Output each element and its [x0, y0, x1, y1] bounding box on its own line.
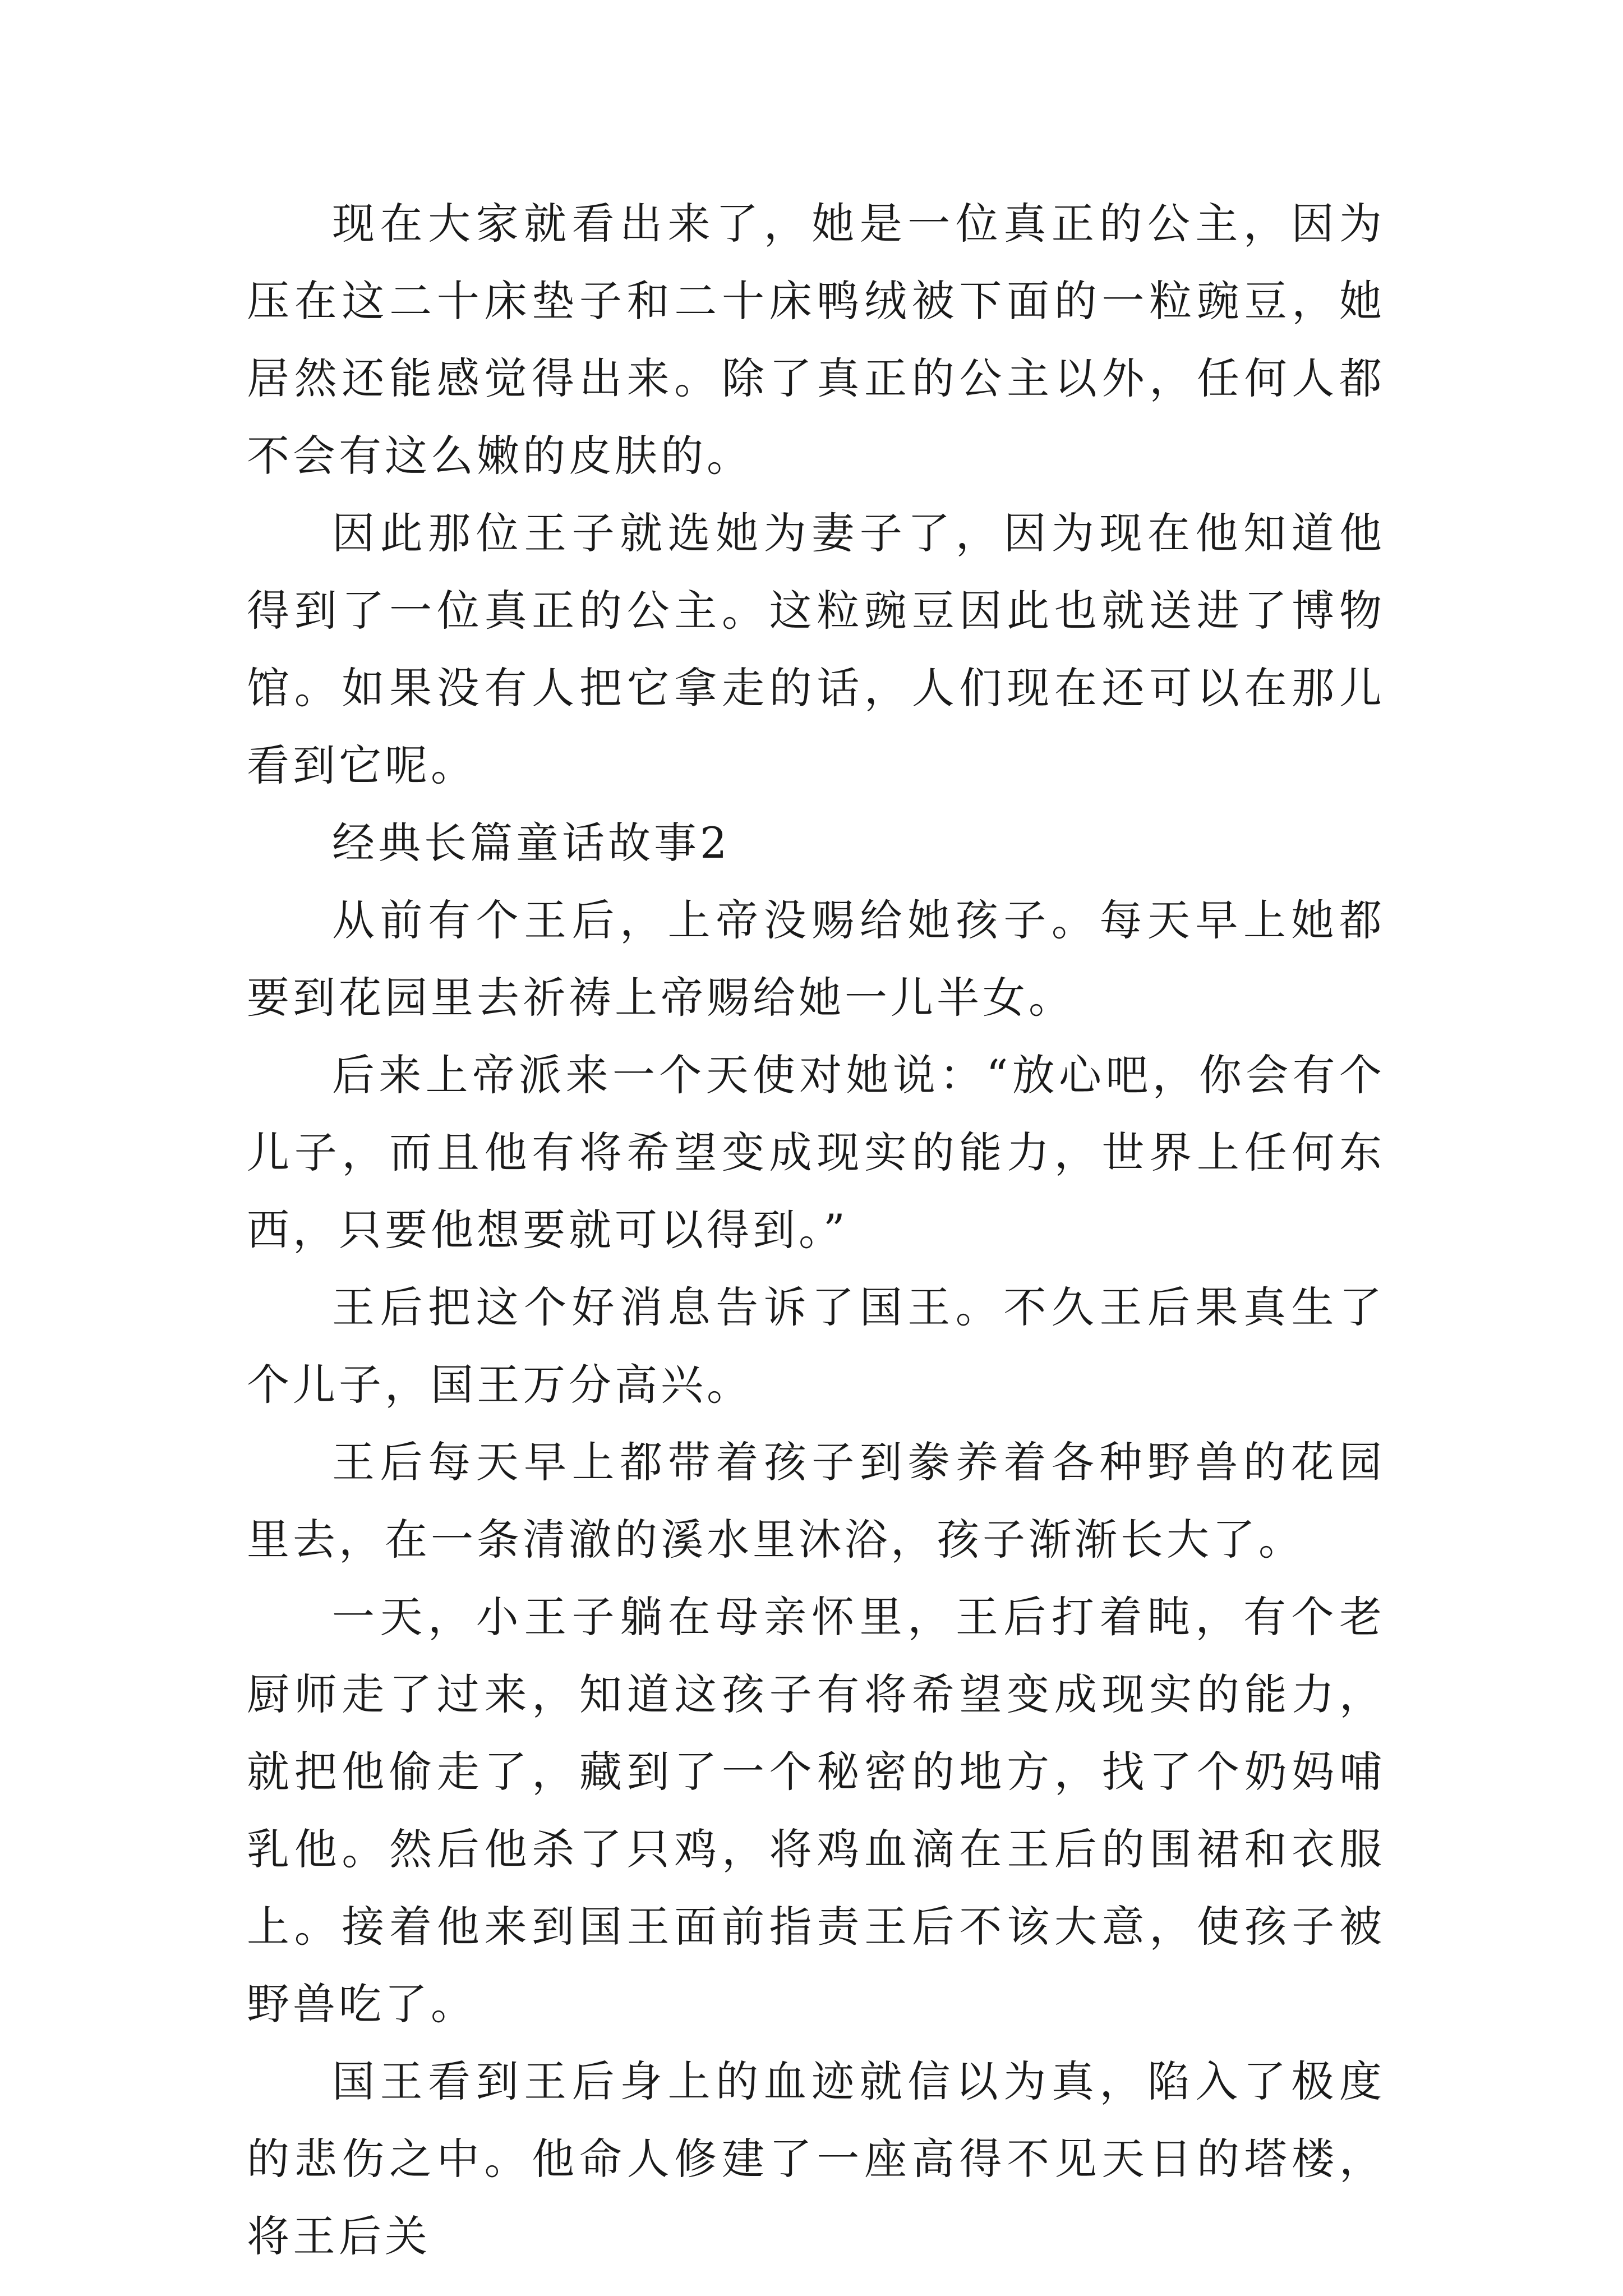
paragraph-2: 因此那位王子就选她为妻子了，因为现在他知道他得到了一位真正的公主。这粒豌豆因此也就送进了博物馆。如果没有人把它拿走的话，人们现在还可以在那儿看到它呢。 [247, 508, 1385, 790]
document-body [247, 185, 1385, 2275]
paragraph-7: 一天，小王子躺在母亲怀里，王后打着盹，有个老厨师走了过来，知道这孩子有将希望变成现实的能力，就把他偷走了，藏到了一个秘密的地方，找了个奶妈哺乳他。然后他杀了只鸡，将鸡血滴在王后的围裙和衣服上。接着他来到国王面前指责王后不该大意，使孩子被野兽吃了。 [247, 1592, 1385, 2029]
paragraph-3: 从前有个王后，上帝没赐给她孩子。每天早上她都要到花园里去祈祷上帝赐给她一儿半女。 [247, 895, 1385, 1023]
paragraph-1: 现在大家就看出来了，她是一位真正的公主，因为压在这二十床垫子和二十床鸭绒被下面的一粒豌豆，她居然还能感觉得出来。除了真正的公主以外，任何人都不会有这么嫩的皮肤的。 [247, 199, 1385, 481]
paragraph-8: 国王看到王后身上的血迹就信以为真，陷入了极度的悲伤之中。他命人修建了一座高得不见天日的塔楼，将王后关 [247, 2056, 1385, 2261]
section-heading: 经典长篇童话故事2 [332, 818, 731, 868]
paragraph-6: 王后每天早上都带着孩子到豢养着各种野兽的花园里去，在一条清澈的溪水里沐浴，孩子渐渐长大了。 [247, 1437, 1385, 1565]
paragraph-4: 后来上帝派来一个天使对她说：“放心吧，你会有个儿子，而且他有将希望变成现实的能力，世界上任何东西，只要他想要就可以得到。” [247, 1050, 1385, 1255]
paragraph-5: 王后把这个好消息告诉了国王。不久王后果真生了个儿子，国王万分高兴。 [247, 1282, 1385, 1410]
